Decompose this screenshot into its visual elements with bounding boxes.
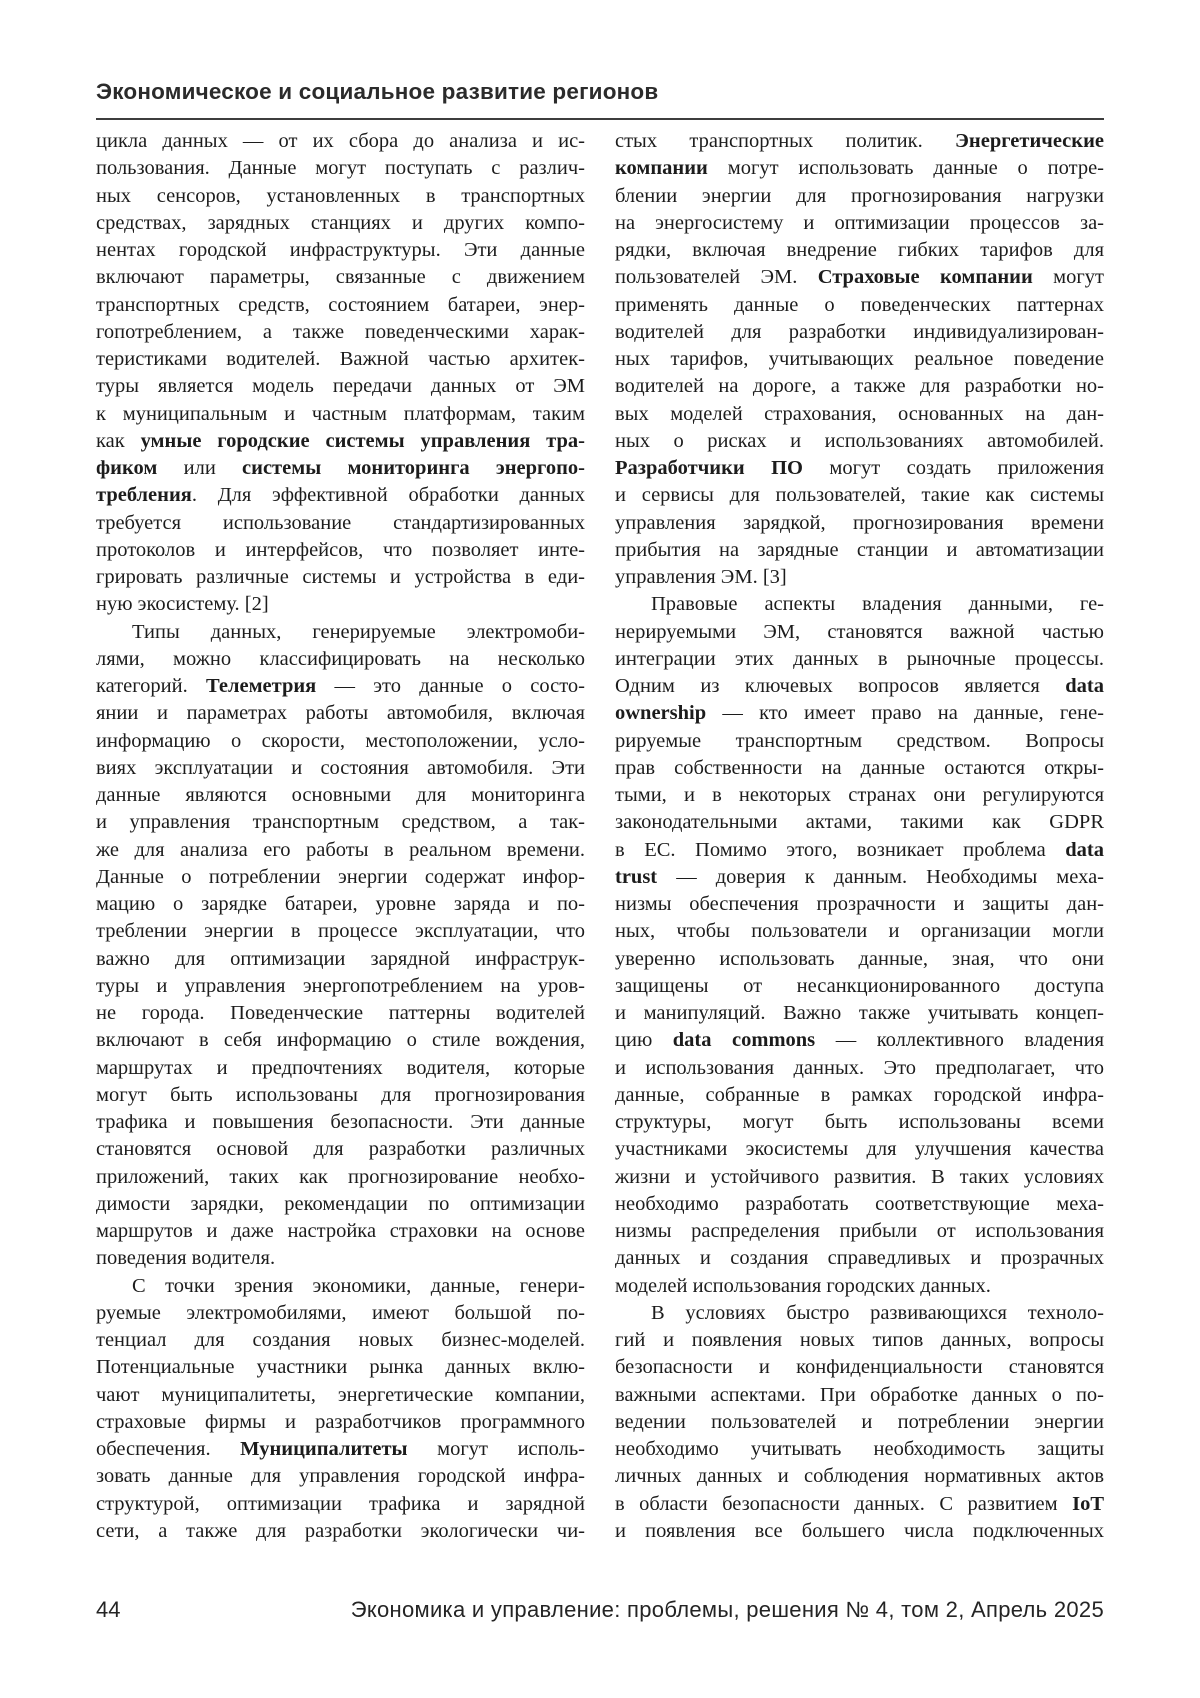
- text-line: рядки, включая внедрение гибких тарифов для: [615, 239, 1104, 261]
- text-line: туры является модель передачи данных от ЭМ: [96, 375, 585, 398]
- text-line: и использования данных. Это предполагает, что: [615, 1056, 1104, 1079]
- text-line: уверенно использовать данные, зная, что они: [615, 947, 1104, 970]
- text-line: теристиками водителей. Важной частью архитек-: [96, 348, 585, 370]
- text-line: в ЕС. Помимо этого, возникает проблема data: [615, 838, 1104, 861]
- text-line: включают параметры, связанные с движением: [96, 266, 585, 289]
- text-line: прибытия на зарядные станции и автоматизации: [615, 538, 1104, 561]
- text-line: трафика и повышения безопасности. Эти данные: [96, 1111, 585, 1133]
- text-line: моделей использования городских данных.: [615, 1274, 991, 1297]
- text-line: данные, собранные в рамках городской инфра-: [615, 1083, 1104, 1106]
- text-line: маршрутов и даже настройка страховки на основе: [96, 1220, 585, 1242]
- text-line: руемые электромобилями, имеют большой по-: [96, 1301, 585, 1324]
- text-line: пользователей ЭМ. Страховые компании могут: [615, 266, 1105, 289]
- text-line: цикла данных — от их сбора до анализа и ис-: [96, 130, 585, 152]
- text-line: рируемые транспортным средством. Вопросы: [615, 729, 1104, 752]
- text-line: на энергосистему и оптимизации процессов за-: [615, 211, 1104, 234]
- text-line: приложений, таких как прогнозирование необхо-: [96, 1165, 585, 1188]
- text-line: С точки зрения экономики, данные, генери-: [132, 1274, 585, 1297]
- text-line: транспортных средств, состоянием батареи, энер-: [96, 293, 585, 316]
- text-line: важно для оптимизации зарядной инфраструк-: [96, 947, 585, 970]
- text-line: Потенциальные участники рынка данных вклю-: [96, 1356, 585, 1379]
- text-line: блении энергии для прогнозирования нагрузки: [615, 184, 1104, 207]
- text-line: низмы распределения прибыли от использования: [615, 1220, 1104, 1242]
- text-line: гопотреблением, а также поведенческими харак-: [96, 320, 585, 343]
- text-line: включают в себя информацию о стиле вождения,: [96, 1029, 585, 1052]
- text-line: Разработчики ПО могут создать приложения: [615, 457, 1105, 479]
- text-line: компании могут использовать данные о потре-: [615, 157, 1104, 180]
- text-line: становятся основой для разработки различных: [96, 1138, 585, 1161]
- text-line: янии и параметрах работы автомобиля, включая: [96, 702, 585, 725]
- text-line: цию data commons — коллективного владения: [615, 1029, 1104, 1052]
- text-line: данных и создания справедливых и прозрачных: [615, 1247, 1104, 1270]
- text-line: Типы данных, генерируемые электромоби-: [132, 620, 585, 643]
- column-right: [615, 128, 1104, 1545]
- text-line: ную экосистему. [2]: [96, 593, 269, 616]
- text-line: участниками экосистемы для улучшения качества: [615, 1138, 1104, 1161]
- text-line: управления зарядкой, прогнозирования времени: [615, 511, 1104, 534]
- text-line: данные являются основными для мониторинга: [96, 784, 585, 806]
- footer: [96, 1596, 1104, 1624]
- text-line: димости зарядки, рекомендации по оптимизации: [96, 1192, 585, 1215]
- text-line: управления ЭМ. [3]: [615, 566, 787, 588]
- text-line: маршрутах и предпочтениях водителя, которые: [96, 1056, 585, 1079]
- text-line: Правовые аспекты владения данными, ге-: [651, 593, 1104, 616]
- text-line: ных сенсоров, установленных в транспортных: [96, 184, 585, 207]
- text-line: нентах городской инфраструктуры. Эти данные: [96, 239, 585, 261]
- text-line: и манипуляций. Важно также учитывать концеп-: [615, 1002, 1104, 1024]
- text-line: фиком или системы мониторинга энергопо-: [96, 457, 585, 479]
- text-line: водителей на дороге, а также для разработки но-: [615, 375, 1104, 398]
- text-line: гий и появления новых типов данных, вопросы: [615, 1329, 1104, 1351]
- text-line: интеграции этих данных в рыночные процессы.: [615, 647, 1104, 670]
- text-line: поведения водителя.: [96, 1247, 276, 1270]
- text-line: низмы обеспечения прозрачности и защиты дан-: [615, 893, 1104, 915]
- text-line: могут быть использованы для прогнозирования: [96, 1083, 585, 1106]
- text-line: средствах, зарядных станциях и других компо-: [96, 211, 585, 234]
- text-line: грировать различные системы и устройства в еди-: [96, 566, 585, 588]
- text-line: категорий. Телеметрия — это данные о состо-: [96, 675, 585, 697]
- text-line: В условиях быстро развивающихся техноло-: [651, 1301, 1104, 1324]
- text-line: лями, можно классифицировать на несколько: [96, 647, 585, 670]
- text-line: стых транспортных политик. Энергетические: [615, 130, 1104, 152]
- journal-title: Экономика и управление: проблемы, решения № 4, том 2, Апрель 2025: [350, 1597, 1104, 1622]
- text-line: сети, а также для разработки экологически чи-: [96, 1519, 585, 1542]
- text-line: личных данных и соблюдения нормативных актов: [615, 1465, 1104, 1488]
- text-line: применять данные о поведенческих паттернах: [615, 293, 1104, 316]
- text-line: виях эксплуатации и состояния автомобиля. Эти: [96, 756, 585, 779]
- text-line: необходимо учитывать необходимость защиты: [615, 1438, 1104, 1460]
- text-line: жизни и устойчивого развития. В таких условиях: [615, 1165, 1104, 1188]
- text-line: чают муниципалитеты, энергетические компании,: [96, 1383, 585, 1406]
- header-rule: [96, 118, 1104, 120]
- text-line: структуры, могут быть использованы всеми: [615, 1111, 1104, 1133]
- text-line: необходимо разработать соответствующие меха-: [615, 1192, 1104, 1215]
- text-line: тенциал для создания новых бизнес-моделей.: [96, 1329, 585, 1351]
- text-line: нерируемыми ЭМ, становятся важной частью: [615, 620, 1104, 643]
- text-line: пользования. Данные могут поступать с различ-: [96, 157, 585, 180]
- text-line: туры и управления энергопотреблением на уров-: [96, 974, 585, 997]
- text-line: ных о рисках и использованиях автомобилей.: [615, 429, 1104, 452]
- running-head: Экономическое и социальное развитие регионов: [96, 79, 659, 104]
- text-line: треблении энергии в процессе эксплуатации, что: [96, 920, 585, 943]
- text-line: и сервисы для пользователей, такие как системы: [615, 484, 1104, 507]
- text-line: вых моделей страхования, основанных на дан-: [615, 402, 1104, 425]
- text-line: страховые фирмы и разработчиков программного: [96, 1410, 585, 1433]
- text-line: тыми, и в некоторых странах они регулируются: [615, 784, 1104, 806]
- text-line: в области безопасности данных. С развитием IoT: [615, 1492, 1104, 1515]
- page-number: 44: [96, 1597, 121, 1622]
- text-line: требления. Для эффективной обработки данных: [96, 484, 585, 507]
- text-line: Одним из ключевых вопросов является data: [615, 675, 1104, 697]
- text-line: обеспечения. Муниципалитеты могут исполь-: [96, 1438, 585, 1460]
- text-line: Данные о потреблении энергии содержат инфор-: [96, 865, 585, 888]
- text-line: протоколов и интерфейсов, что позволяет инте-: [96, 538, 585, 561]
- text-line: и управления транспортным средством, а так-: [96, 811, 585, 834]
- text-line: важными аспектами. При обработке данных о по-: [615, 1383, 1104, 1406]
- text-line: информацию о скорости, местоположении, усло-: [96, 729, 585, 752]
- column-left: [96, 128, 585, 1545]
- text-line: водителей для разработки индивидуализирован-: [615, 320, 1104, 343]
- text-line: структурой, оптимизации трафика и зарядной: [96, 1492, 585, 1515]
- text-line: ных, чтобы пользователи и организации могли: [615, 920, 1104, 943]
- text-line: trust — доверия к данным. Необходимы меха-: [615, 865, 1104, 888]
- text-line: ведении пользователей и потреблении энергии: [615, 1410, 1104, 1433]
- text-line: к муниципальным и частным платформам, таким: [96, 402, 585, 425]
- text-line: же для анализа его работы в реальном времени.: [96, 838, 585, 861]
- text-line: законодательными актами, такими как GDPR: [615, 811, 1104, 834]
- text-line: мацию о зарядке батареи, уровне заряда и по-: [96, 893, 585, 915]
- text-line: и появления все большего числа подключенных: [615, 1519, 1104, 1542]
- text-line: безопасности и конфиденциальности становятся: [615, 1356, 1104, 1379]
- text-line: ownership — кто имеет право на данные, гене-: [615, 702, 1104, 725]
- text-line: как умные городские системы управления тра-: [96, 429, 585, 452]
- text-line: прав собственности на данные остаются откры-: [615, 756, 1104, 779]
- text-line: требуется использование стандартизированных: [96, 511, 585, 534]
- text-line: ных тарифов, учитывающих реальное поведение: [615, 348, 1104, 370]
- text-line: защищены от несанкционированного доступа: [615, 974, 1104, 997]
- text-line: зовать данные для управления городской инфра-: [96, 1465, 585, 1488]
- text-line: не города. Поведенческие паттерны водителей: [96, 1002, 585, 1024]
